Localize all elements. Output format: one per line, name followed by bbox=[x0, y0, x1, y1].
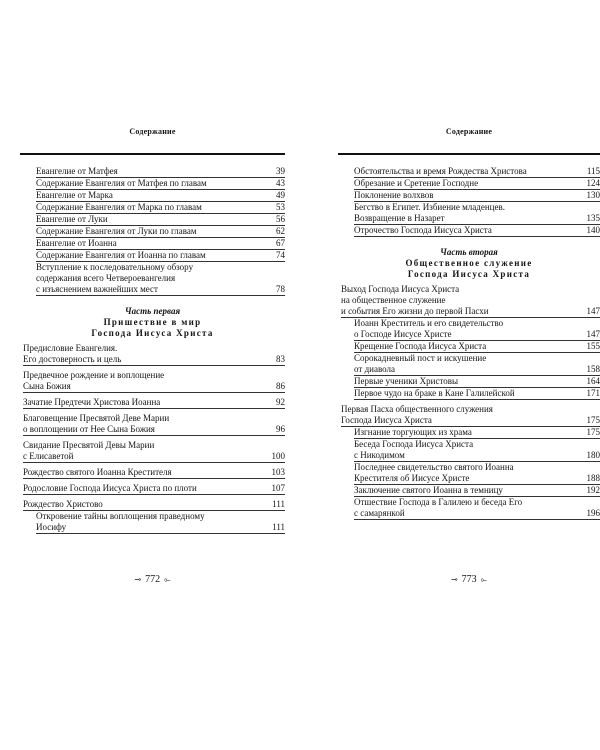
toc-entry[interactable]: Евангелие от Луки 56 bbox=[36, 214, 285, 224]
toc-entry[interactable]: Евангелие от Иоанна 67 bbox=[36, 238, 285, 248]
toc-entry[interactable]: Обрезание и Сретение Господне 124 bbox=[354, 178, 600, 188]
toc-entry[interactable]: Обстоятельства и время Рождества Христова 115 bbox=[354, 166, 600, 176]
toc-entry[interactable]: Поклонение волхвов 130 bbox=[354, 190, 600, 200]
ornament-icon: ⊸ bbox=[450, 575, 458, 584]
right-page bbox=[338, 125, 600, 585]
page-number: ⊸ 772 ⟜ bbox=[134, 574, 171, 585]
running-head: Содержание bbox=[445, 127, 493, 136]
toc-entry[interactable]: Сорокадневный пост и искушение от диавола 158 bbox=[354, 353, 600, 374]
toc-entry[interactable]: Отрочество Господа Иисуса Христа 140 bbox=[354, 225, 600, 235]
toc-entry[interactable]: Евангелие от Марка 49 bbox=[36, 190, 285, 200]
toc-entry[interactable]: Первая Пасха общественного служения Господа Иисуса Христа 175 bbox=[341, 404, 600, 425]
ornament-icon: ⟜ bbox=[480, 575, 488, 584]
toc-entry[interactable]: Свидание Пресвятой Девы Марии с Елисаветой 100 bbox=[23, 440, 285, 461]
toc-entry[interactable]: Зачатие Предтечи Христова Иоанна 92 bbox=[23, 397, 285, 407]
left-page bbox=[20, 125, 285, 585]
toc-entry[interactable]: Первое чудо на браке в Кане Галилейской 171 bbox=[354, 388, 600, 398]
toc-entry[interactable]: Благовещение Пресвятой Деве Марии о воплощении от Нее Сына Божия 96 bbox=[23, 413, 285, 434]
toc-entry[interactable]: Изгнание торгующих из храма 175 bbox=[354, 427, 600, 437]
toc-entry[interactable]: Беседа Господа Иисуса Христа с Никодимом 180 bbox=[354, 439, 600, 460]
toc-entry[interactable]: Рождество Христово 111 bbox=[23, 499, 285, 509]
toc-entry[interactable]: Содержание Евангелия от Марка по главам 53 bbox=[36, 202, 285, 212]
toc-entry[interactable]: Содержание Евангелия от Матфея по главам 43 bbox=[36, 178, 285, 188]
toc-entry[interactable]: Выход Господа Иисуса Христа на общественное служение и события Его жизни до первой Пасхи 147 bbox=[341, 284, 600, 316]
toc-entry[interactable]: Первые ученики Христовы 164 bbox=[354, 376, 600, 386]
toc-entry[interactable]: Заключение святого Иоанна в темницу 192 bbox=[354, 485, 600, 495]
toc-entry[interactable]: Предисловие Евангелия. Его достоверность и цель 83 bbox=[23, 343, 285, 364]
toc-list bbox=[338, 166, 600, 520]
running-head: Содержание bbox=[129, 127, 176, 136]
toc-entry[interactable]: Вступление к последовательному обзору содержания всего Четвероевангелия с изъяснением важнейших мест 78 bbox=[36, 262, 285, 294]
toc-entry[interactable]: Рождество святого Иоанна Крестителя 103 bbox=[23, 467, 285, 477]
toc-entry[interactable]: Отшествие Господа в Галилею и беседа Его с самарянкой 196 bbox=[354, 497, 600, 518]
header-rule bbox=[338, 153, 600, 155]
part-heading: Часть первая Пришествие в мир Господа Иисуса Христа bbox=[91, 306, 214, 338]
toc-entry[interactable]: Евангелие от Матфея 39 bbox=[36, 166, 285, 176]
ornament-icon: ⊸ bbox=[134, 575, 142, 584]
toc-entry[interactable]: Бегство в Египет. Избиение младенцев. Возвращение в Назарет 135 bbox=[354, 202, 600, 223]
toc-entry[interactable]: Предвечное рождение и воплощение Сына Божия 86 bbox=[23, 370, 285, 391]
toc-entry[interactable]: Содержание Евангелия от Луки по главам 62 bbox=[36, 226, 285, 236]
toc-entry[interactable]: Содержание Евангелия от Иоанна по главам 74 bbox=[36, 250, 285, 260]
header-rule bbox=[20, 153, 285, 155]
toc-entry[interactable]: Крещение Господа Иисуса Христа 155 bbox=[354, 341, 600, 351]
toc-entry[interactable]: Иоанн Креститель и его свидетельство о Господе Иисусе Христе 147 bbox=[354, 318, 600, 339]
toc-entry[interactable]: Откровение тайны воплощения праведному Иосифу 111 bbox=[36, 511, 285, 532]
toc-entry[interactable]: Последнее свидетельство святого Иоанна Крестителя об Иисусе Христе 188 bbox=[354, 462, 600, 483]
page-number: ⊸ 773 ⟜ bbox=[450, 574, 488, 585]
toc-entry[interactable]: Родословие Господа Иисуса Христа по плоти 107 bbox=[23, 483, 285, 493]
toc-list bbox=[20, 166, 285, 534]
part-heading: Часть вторая Общественное служение Господа Иисуса Христа bbox=[405, 247, 533, 279]
ornament-icon: ⟜ bbox=[164, 575, 171, 584]
